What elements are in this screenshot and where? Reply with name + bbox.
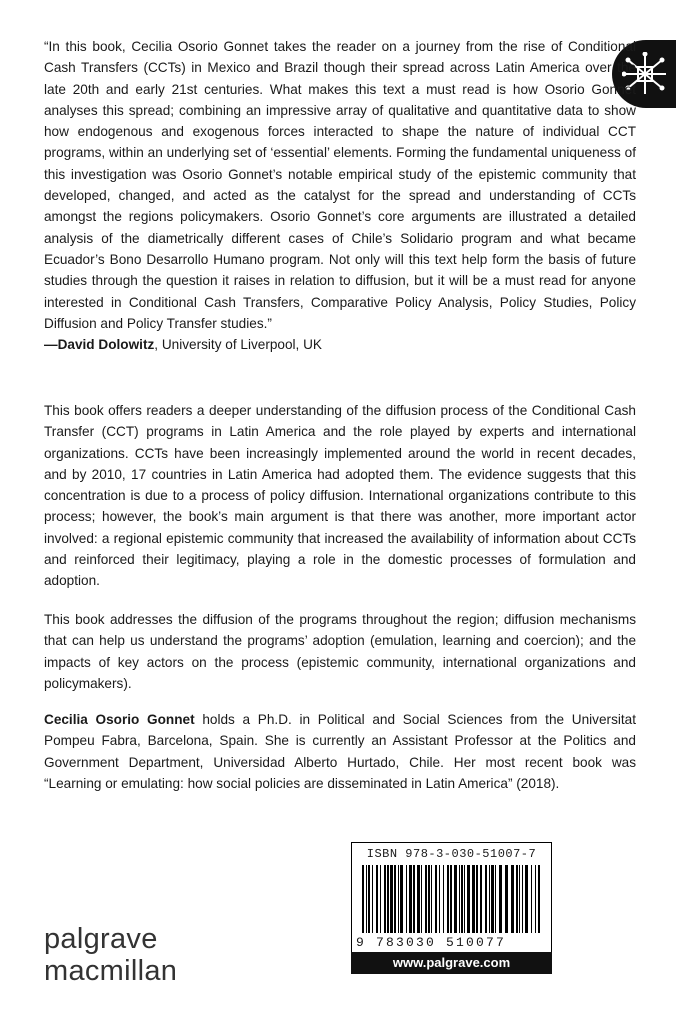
book-description-1 bbox=[44, 400, 636, 592]
barcode-bar bbox=[516, 865, 518, 933]
author-bio bbox=[44, 709, 636, 794]
barcode-bar bbox=[439, 865, 440, 933]
isbn-label: ISBN 978-3-030-51007-7 bbox=[366, 847, 537, 861]
barcode-bar bbox=[384, 865, 386, 933]
barcode-bar bbox=[459, 865, 460, 933]
barcode-bar bbox=[372, 865, 373, 933]
endorser-affiliation: , University of Liverpool, UK bbox=[154, 337, 322, 353]
barcode-bar bbox=[447, 865, 449, 933]
barcode-bar bbox=[511, 865, 514, 933]
barcode-bar bbox=[400, 865, 403, 933]
barcode-bar bbox=[485, 865, 487, 933]
author-name: Cecilia Osorio Gonnet bbox=[44, 712, 195, 727]
barcode-bar bbox=[480, 865, 482, 933]
author-bio-body: holds a Ph.D. in Political and Social Sciences from the Universitat Pompeu Fabra, Barcelona, Spain. She is currently an Assistant Professor at the Politics and Government Department, Universidad Alberto Hurtado, Chile. Her most recent book was “Learning or emulating: how social policies are disseminated in Latin America” (2018). bbox=[44, 712, 636, 791]
barcode-bar bbox=[538, 865, 540, 933]
barcode-bar bbox=[450, 865, 452, 933]
barcode-bar bbox=[495, 865, 496, 933]
endorsement-quote: “In this book, Cecilia Osorio Gonnet takes the reader on a journey from the rise of Conditional Cash Transfers (CCTs) in Mexico and Brazil though their spread across Latin America over the late 20th and early 21st centuries. What makes this text a must read is how Osorio Gonnet analyses this spread; combining an impressive array of qualitative and quantitative data to show how endogenous and exogenous forces interacted to shape the nature of individual CCT programs, within an underlying set of ‘essential’ elements. Forming the fundamental uniqueness of this investigation was Osorio Gonnet’s notable empirical study of the epistemic community that developed, changed, and acted as the catalyst for the spread and understanding of CCTs amongst the regions policymakers. Osorio Gonnet’s core arguments are illustrated a detailed analysis of the diametrically different cases of Chile’s Solidario program and what became Ecuador’s Bono Desarrollo Humano program. Not only will this text help form the basis of future studies through the question it raises in relation to diffusion, but it will be a must read for anyone interested in Conditional Cash Transfers, Comparative Policy Analysis, Policy Studies, Policy Diffusion and Policy Transfer studies.” bbox=[44, 39, 636, 331]
barcode-bar bbox=[519, 865, 520, 933]
barcode-bar bbox=[476, 865, 478, 933]
endorser-name: —David Dolowitz bbox=[44, 337, 155, 353]
barcode-bars bbox=[358, 865, 546, 935]
publisher-name-line1: palgrave bbox=[44, 923, 158, 955]
publisher-name-line2: macmillan bbox=[44, 955, 178, 987]
description-paragraph-1: This book offers readers a deeper understanding of the diffusion process of the Conditional Cash Transfer (CCT) programs in Latin America and the role played by experts and international organizations. CCTs have been increasingly implemented around the world in recent decades, and by 2010, 17 countries in Latin America had adopted them. The evidence suggests that this concentration is due to a process of policy diffusion. International organizations contribute to this process; however, the book’s main argument is that there was another, more important actor involved: a regional epistemic community that increased the availability of information about CCTs and reinforced their legitimacy, playing a role in the domestic processes of formulation and adoption. bbox=[44, 403, 636, 589]
barcode-bar bbox=[431, 865, 432, 933]
book-description-2 bbox=[44, 609, 636, 694]
barcode-bar bbox=[387, 865, 389, 933]
publisher-logo bbox=[44, 925, 177, 986]
barcode-bar bbox=[425, 865, 427, 933]
barcode-bar bbox=[443, 865, 444, 933]
barcode-bar bbox=[535, 865, 536, 933]
ean-digits: 9 783030 510077 bbox=[356, 935, 507, 950]
barcode-bar bbox=[499, 865, 502, 933]
author-bio-text bbox=[44, 709, 636, 794]
barcode-bar bbox=[380, 865, 381, 933]
barcode-bar bbox=[489, 865, 490, 933]
barcode-bar bbox=[454, 865, 457, 933]
barcode-bar bbox=[417, 865, 420, 933]
barcode-bar bbox=[435, 865, 437, 933]
barcode-bar bbox=[390, 865, 393, 933]
barcode-bar bbox=[464, 865, 465, 933]
barcode-bar bbox=[522, 865, 523, 933]
barcode-bar bbox=[428, 865, 430, 933]
barcode-bar bbox=[368, 865, 370, 933]
barcode-bar bbox=[461, 865, 463, 933]
barcode-bar bbox=[472, 865, 475, 933]
barcode-bar bbox=[413, 865, 415, 933]
endorsement-blurb bbox=[44, 36, 636, 355]
barcode-bar bbox=[376, 865, 378, 933]
barcode-bar bbox=[394, 865, 396, 933]
endorsement-attribution bbox=[44, 334, 636, 355]
barcode-bar bbox=[398, 865, 399, 933]
publisher-url: www.palgrave.com bbox=[351, 952, 552, 974]
barcode-bar bbox=[525, 865, 528, 933]
barcode-bar bbox=[406, 865, 407, 933]
barcode-bar bbox=[421, 865, 422, 933]
barcode-bar bbox=[362, 865, 364, 933]
barcode-bar bbox=[531, 865, 532, 933]
barcode-bar bbox=[505, 865, 508, 933]
barcode-bar bbox=[467, 865, 470, 933]
barcode-bar bbox=[409, 865, 412, 933]
barcode-bar bbox=[366, 865, 367, 933]
description-paragraph-2: This book addresses the diffusion of the programs throughout the region; diffusion mechanisms that can help us understand the programs’ adoption (emulation, learning and coercion); and the impacts of key actors on the process (epistemic community, international organizations and policymakers). bbox=[44, 612, 636, 691]
barcode-bar bbox=[491, 865, 494, 933]
